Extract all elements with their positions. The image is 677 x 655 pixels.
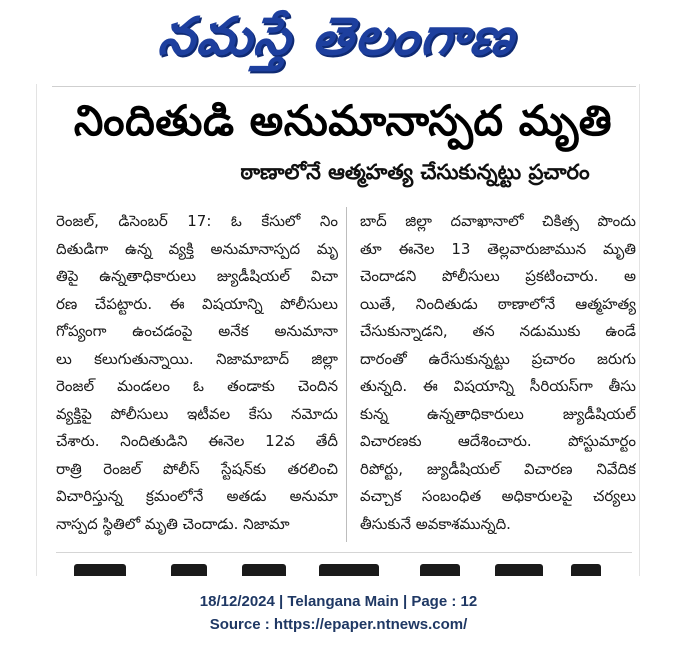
article-text-line: కున్న ఉన్నతాధికారులు జ్యుడీషియల్‌ (360, 404, 636, 423)
article-text-line: వ్యక్తిపై పోలీసులు ఇటీవల కేసు నమోదు (56, 404, 338, 423)
article-text-line: దారంతో ఉరేసుకున్నట్టు ప్రచారం జరుగు (360, 349, 636, 368)
page-footer (0, 590, 677, 636)
article-text-line: చెందాడని పోలీసులు ప్రకటించారు. అ (360, 267, 636, 285)
footer-date-edition: 18/12/2024 | Telangana Main | Page : 12 (199, 593, 478, 610)
article-right-column (360, 208, 636, 538)
article-text-line: రాత్రి రెంజల్‌ పోలీస్‌ స్టేషన్‌కు తరలించి (56, 459, 338, 478)
article-text-line: తిపై ఉన్నతాధికారులు జ్యుడీషియల్‌ విచా (56, 267, 338, 285)
article-text-line: గోప్యంగా ఉంచడంపై అనేక అనుమానా (56, 322, 338, 340)
article-text-line: నాస్పద స్థితిలో మృతి చెందాడు. నిజామా (56, 514, 290, 533)
article-text-line: బాద్‌ జిల్లా దవాఖానాలో చికిత్స పొందు (360, 212, 636, 230)
article-text-line: తీసుకునే అవకాశమున్నది. (360, 514, 511, 533)
article-text-line: రెంజల్‌, డిసెంబర్‌ 17: ఓ కేసులో నిం (56, 212, 338, 230)
article-text-line: దితుడిగా ఉన్న వ్యక్తి అనుమానాస్పద మృ (56, 239, 338, 258)
article-text-line: తున్నది. ఈ విషయాన్ని సీరియస్‌గా తీసు (360, 377, 636, 395)
article-headline: నిందితుడి అనుమానాస్పద మృతి (73, 96, 613, 145)
newspaper-logo: నమస్తే తెలంగాణ (155, 6, 519, 67)
article-text-line: విచారణకు ఆదేశించారు. పోస్టుమార్టం (360, 432, 636, 450)
article-text-line: రిపోర్టు, జ్యుడీషియల్‌ విచారణ నివేదిక (360, 459, 636, 478)
next-article-cutoff (56, 560, 632, 576)
article-text-line: తూ ఈనెల 13 తెల్లవారుజామున మృతి (360, 239, 636, 258)
article-text-line: చేసుకున్నాడని, తన నడుముకు ఉండే (360, 322, 636, 340)
article-text-line: చేశారు. నిందితుడిని ఈనెల 12వ తేదీ (56, 432, 338, 450)
masthead (128, 4, 544, 82)
article-left-column (56, 208, 338, 538)
article-text-line: లు కలుగుతున్నాయి. నిజామాబాద్‌ జిల్లా (56, 349, 338, 368)
article-bottom-rule (56, 552, 632, 553)
article-subheadline: ఠాణాలోనే ఆత్మహత్య చేసుకున్నట్టు ప్రచారం (240, 160, 590, 184)
article-text-line: రణ చేపట్టారు. ఈ విషయాన్ని పోలీసులు (56, 294, 338, 313)
article-text-line: వచ్చాక సంబంధిత అధికారులపై చర్యలు (360, 487, 636, 505)
article-text-line: యితే, నిందితుడు ఠాణాలోనే ఆత్మహత్య (360, 294, 636, 313)
article-text-line: రెంజల్‌ మండలం ఓ తండాకు చెందిన (56, 377, 338, 395)
footer-source: Source : https://epaper.ntnews.com/ (209, 616, 468, 633)
column-divider (346, 207, 347, 542)
article-text-line: విచారిస్తున్న క్రమంలోనే అతడు అనుమా (56, 487, 338, 505)
